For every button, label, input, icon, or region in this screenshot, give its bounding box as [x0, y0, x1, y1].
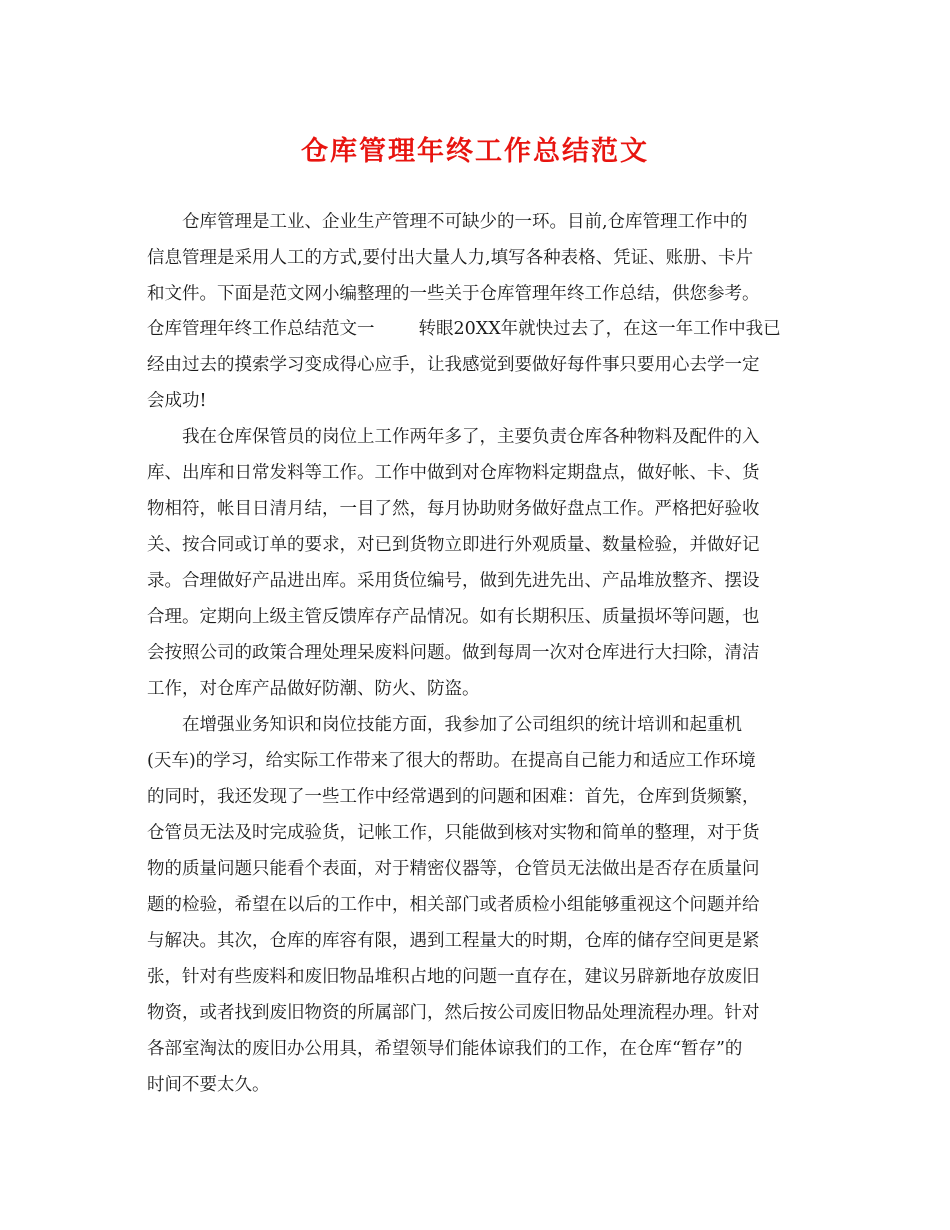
text-line: 与解决。其次，仓库的库容有限，遇到工程量大的时期，仓库的储存空间更是紧	[147, 931, 760, 951]
text-line: 仓管员无法及时完成验货，记帐工作，只能做到核对实物和简单的整理，对于货	[147, 823, 760, 843]
text-line: 在增强业务知识和岗位技能方面，我参加了公司组织的统计培训和起重机	[182, 715, 742, 735]
text-line: 张，针对有些废料和废旧物品堆积占地的问题一直存在，建议另辟新地存放废旧	[147, 967, 760, 987]
section-heading: 仓库管理年终工作总结范文一	[147, 319, 375, 339]
text-line: 物相符，帐目日清月结，一目了然，每月协助财务做好盘点工作。严格把好验收	[147, 499, 760, 519]
text-line: 经由过去的摸索学习变成得心应手，让我感觉到要做好每件事只要用心去学一定	[147, 355, 760, 375]
text-line: (天车)的学习，给实际工作带来了很大的帮助。在提高自己能力和适应工作环境	[147, 751, 756, 771]
text-line: 物资，或者找到废旧物资的所属部门，然后按公司废旧物品处理流程办理。针对	[147, 1003, 760, 1023]
text-line: 我在仓库保管员的岗位上工作两年多了，主要负责仓库各种物料及配件的入	[182, 427, 760, 447]
text-line: 工作，对仓库产品做好防潮、防火、防盗。	[147, 679, 480, 699]
inline-text: 转眼20XX年就快过去了，在这一年工作中我已	[418, 319, 781, 339]
text-line: 各部室淘汰的废旧办公用具，希望领导们能体谅我们的工作，在仓库“暂存”的	[147, 1039, 743, 1059]
text-line: 信息管理是采用人工的方式,要付出大量人力,填写各种表格、凭证、账册、卡片	[147, 248, 754, 268]
text-line: 库、出库和日常发料等工作。工作中做到对仓库物料定期盘点，做好帐、卡、货	[147, 463, 760, 483]
text-line: 的同时，我还发现了一些工作中经常遇到的问题和困难：首先，仓库到货频繁，	[147, 787, 760, 807]
text-line: 物的质量问题只能看个表面，对于精密仪器等，仓管员无法做出是否存在质量问	[147, 859, 760, 879]
text-line: 会按照公司的政策合理处理呆废料问题。做到每周一次对仓库进行大扫除，清洁	[147, 643, 760, 663]
text-line: 会成功!	[147, 391, 207, 411]
text-line: 关、按合同或订单的要求，对已到货物立即进行外观质量、数量检验，并做好记	[147, 535, 760, 555]
text-line: 和文件。下面是范文网小编整理的一些关于仓库管理年终工作总结，供您参考。	[147, 284, 760, 304]
document-title: 仓库管理年终工作总结范文	[301, 136, 649, 167]
text-line: 时间不要太久。	[147, 1075, 270, 1095]
text-line: 题的检验，希望在以后的工作中，相关部门或者质检小组能够重视这个问题并给	[147, 895, 760, 915]
text-line: 录。合理做好产品进出库。采用货位编号，做到先进先出、产品堆放整齐、摆设	[147, 571, 760, 591]
text-line: 合理。定期向上级主管反馈库存产品情况。如有长期积压、质量损坏等问题，也	[147, 607, 760, 627]
text-line-combined	[147, 316, 807, 342]
text-line: 仓库管理是工业、企业生产管理不可缺少的一环。目前,仓库管理工作中的	[182, 212, 748, 232]
